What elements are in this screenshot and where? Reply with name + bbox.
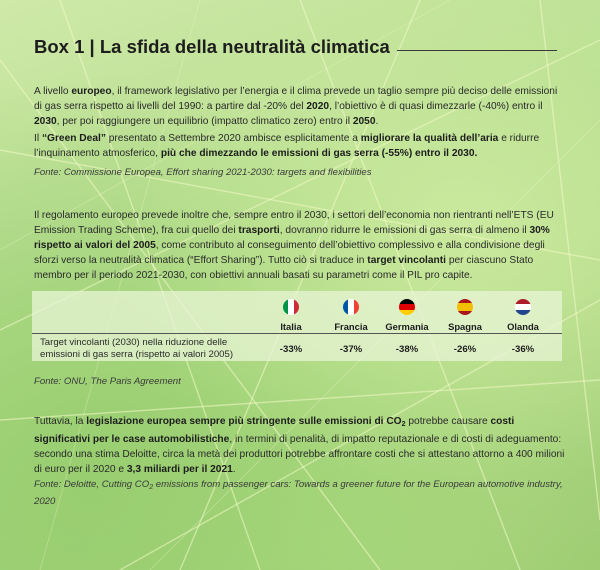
value-italia: -33% <box>279 344 303 355</box>
source-note-1: Fonte: Commissione Europea, Effort sharing 2021-2030: targets and flexibilities <box>34 167 372 178</box>
value-olanda: -36% <box>511 344 535 355</box>
source-note-3: Fonte: Deloitte, Cutting $CO_2$ emissions from passenger cars: Towards a greener future for the European automotive industry, 2020 <box>34 479 563 507</box>
italy-flag-icon <box>283 299 299 315</box>
column-germania <box>377 299 437 332</box>
column-spagna <box>435 299 495 332</box>
paragraph-effort-sharing: Il regolamento europeo prevede inoltre che, sempre entro il 2030, i settori dell’economia non rientranti nell’ETS (EU Emission Trading Scheme), fra cui quello dei trasporti, dovranno ridurre le emissioni di gas serra di almeno il 30% rispetto ai valori del 2005, come contributo al conseguimento dell’obiettivo complessivo e alla condivisione degli sforzi verso la neutralità climatica (“Effort Sharing”). Tutto ciò si traduce in target vincolanti per ciascuno Stato membro per il periodo 2021-2030, con obiettivi annuali basati su parametri come il PIL pro capite. <box>34 210 554 281</box>
france-flag-icon <box>343 299 359 315</box>
row-label: Target vincolanti (2030) nella riduzione delle emissioni di gas serra (rispetto ai valori 2005) <box>40 337 234 360</box>
paragraph-green-deal: Il “Green Deal” presentato a Settembre 2020 ambisce esplicitamente a migliorare la qualità dell’aria e ridurre l’inquinamento atmosferico, più che dimezzando le emissioni di gas serra (-55%) entro il 2030. <box>34 133 540 159</box>
country-label: Italia <box>280 321 302 332</box>
netherlands-flag-icon <box>515 299 531 315</box>
country-label: Spagna <box>448 321 482 332</box>
page-title: Box 1 | La sfida della neutralità climatica <box>34 36 390 57</box>
paragraph-automotive-costs: Tuttavia, la legislazione europea sempre più stringente sulle emissioni di $CO_2$ potrebbe causare costi significativi per le case automobilistiche, in termini di penalità, di impatto reputazionale e di costi di adeguamento: secondo una stima Deloitte, circa la metà dei produttori potrebbe affrontare costi che si attestano attorno a 400 milioni di euro per il 2020 e 3,3 miliardi per il 2021. <box>34 416 565 475</box>
germany-flag-icon <box>399 299 415 315</box>
column-italia <box>261 299 321 332</box>
column-olanda <box>493 299 553 332</box>
table-divider <box>32 333 562 334</box>
column-francia <box>321 299 381 332</box>
value-spagna: -26% <box>453 344 477 355</box>
spain-flag-icon <box>457 299 473 315</box>
value-germania: -38% <box>395 344 419 355</box>
targets-table <box>32 291 562 361</box>
value-francia: -37% <box>339 344 363 355</box>
country-label: Olanda <box>507 321 539 332</box>
title-rule <box>397 50 557 51</box>
source-note-2: Fonte: ONU, The Paris Agreement <box>34 376 181 387</box>
country-label: Germania <box>385 321 429 332</box>
country-label: Francia <box>334 321 368 332</box>
paragraph-targets: A livello europeo, il framework legislativo per l’energia e il clima prevede un taglio sempre più deciso delle emissioni di gas serra rispetto ai livelli del 1990: a partire dal -20% del 2020, l’obiettivo è di quasi dimezzarle (-40%) entro il 2030, per poi raggiungere un equilibrio (impatto climatico zero) entro il 2050. <box>34 86 558 127</box>
